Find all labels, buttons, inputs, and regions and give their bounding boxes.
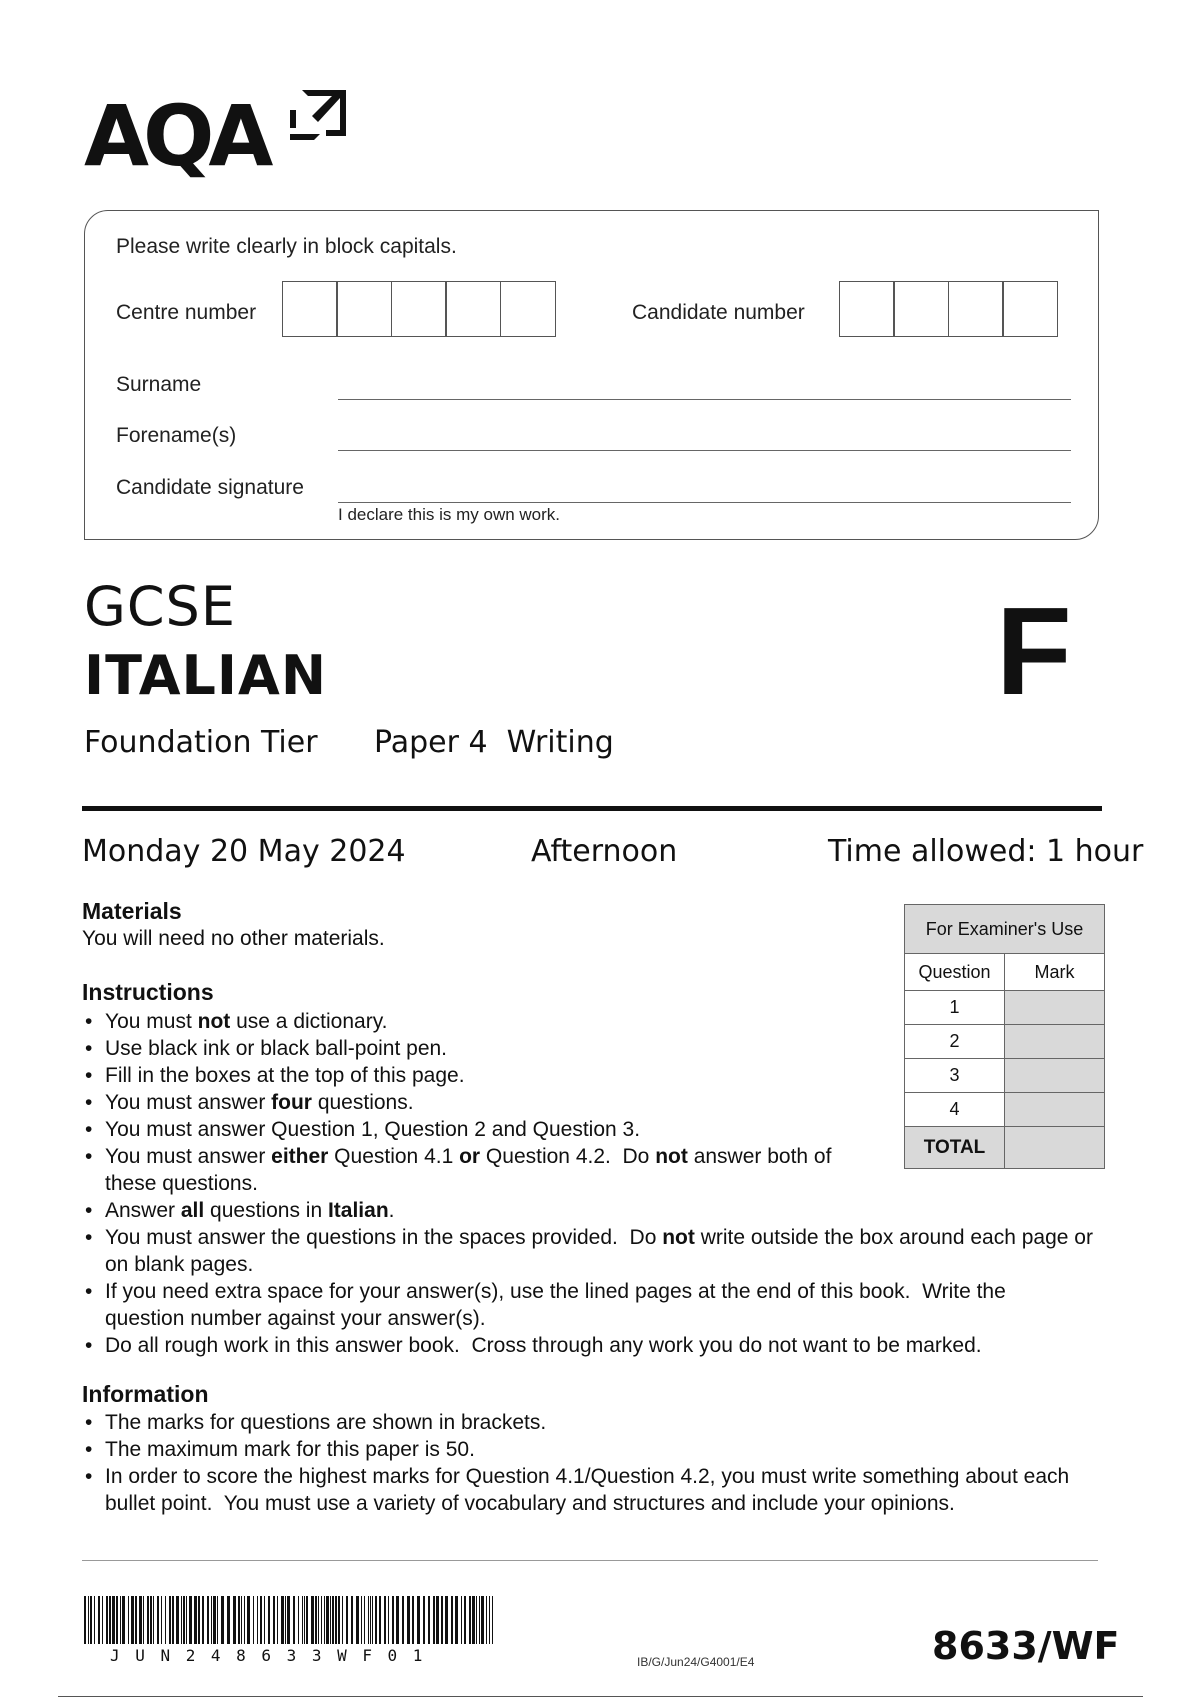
logo-mark-icon [286,88,348,146]
mark-cell [1005,991,1105,1025]
aqa-logo [84,88,354,188]
mark-column-header: Mark [1005,954,1105,991]
centre-number-digit[interactable] [391,281,447,337]
table-row [905,1093,1105,1127]
exam-date: Monday 20 May 2024 [82,834,406,869]
signature-line[interactable] [338,502,1071,503]
candidate-number-digit[interactable] [948,281,1004,337]
table-row [905,1127,1105,1169]
page-bottom-rule [58,1696,1143,1697]
list-item: • Answer all questions in Italian. [82,1197,1072,1224]
question-number: 2 [905,1025,1005,1059]
reference-code: IB/G/Jun24/G4001/E4 [637,1655,755,1669]
subject-title: ITALIAN [84,644,328,707]
materials-text: You will need no other materials. [82,927,385,950]
question-column-header: Question [905,954,1005,991]
mark-cell [1005,1059,1105,1093]
centre-number-digit[interactable] [500,281,556,337]
title-divider [82,806,1102,811]
question-number: 3 [905,1059,1005,1093]
forename-label: Forename(s) [116,424,237,447]
block-capitals-instruction: Please write clearly in block capitals. [116,235,457,258]
barcode-text: JUN248633WF01 [110,1646,439,1665]
total-mark-cell [1005,1127,1105,1169]
footer-divider [82,1560,1098,1561]
candidate-details-box [84,210,1099,540]
signature-label: Candidate signature [116,476,304,499]
centre-number-digit[interactable] [336,281,392,337]
time-allowed: Time allowed: 1 hour [828,834,1144,869]
candidate-number-digit[interactable] [893,281,949,337]
question-number: 1 [905,991,1005,1025]
table-row [905,1025,1105,1059]
table-row [905,991,1105,1025]
list-item: • You must answer the questions in the spaces provided. Do not write outside the box around each page or on blank pages. [82,1224,1095,1278]
materials-heading: Materials [82,898,182,924]
mark-cell [1005,1025,1105,1059]
candidate-number-digit[interactable] [839,281,895,337]
question-number: 4 [905,1093,1005,1127]
information-list [82,1409,1076,1517]
candidate-number-label: Candidate number [632,301,805,324]
total-label: TOTAL [905,1127,1005,1169]
list-item: • You must not use a dictionary. [82,1008,1072,1035]
list-item: • You must answer either Question 4.1 or Question 4.2. Do not answer both of these questions. [82,1143,865,1197]
list-item: • The marks for questions are shown in brackets. [82,1409,1072,1436]
list-item: • Do all rough work in this answer book. Cross through any work you do not want to be marked. [82,1332,1072,1359]
list-item: • You must answer Question 1, Question 2 and Question 3. [82,1116,1072,1143]
information-heading: Information [82,1381,209,1407]
forename-line[interactable] [338,450,1071,451]
tier-name: Foundation Tier [84,725,318,760]
tier-letter: F [996,583,1072,721]
centre-number-digit[interactable] [445,281,501,337]
list-item: • Use black ink or black ball-point pen. [82,1035,1072,1062]
examiner-use-table [904,904,1105,1169]
candidate-number-boxes[interactable] [840,281,1058,337]
instructions-heading: Instructions [82,979,214,1005]
centre-number-boxes[interactable] [283,281,556,337]
logo-text: AQA [84,87,268,185]
mark-cell [1005,1093,1105,1127]
table-row [905,1059,1105,1093]
centre-number-label: Centre number [116,301,257,324]
list-item: • If you need extra space for your answer(s), use the lined pages at the end of this book. Write the question number against your answer(s). [82,1278,1072,1332]
centre-number-digit[interactable] [282,281,338,337]
list-item: • The maximum mark for this paper is 50. [82,1436,1072,1463]
examiner-table-title: For Examiner's Use [905,905,1105,954]
surname-label: Surname [116,373,202,396]
list-item: • In order to score the highest marks for Question 4.1/Question 4.2, you must write something about each bullet point. You must use a variety of vocabulary and structures and include your opinions. [82,1463,1072,1517]
list-item: • Fill in the boxes at the top of this page. [82,1062,1072,1089]
qualification-level: GCSE [84,575,236,638]
exam-session: Afternoon [531,834,678,869]
candidate-number-digit[interactable] [1002,281,1058,337]
paper-code: 8633/WF [932,1624,1120,1668]
declaration-text: I declare this is my own work. [338,505,561,524]
paper-name: Paper 4 Writing [374,725,614,760]
surname-line[interactable] [338,399,1071,400]
barcode-icon [84,1596,498,1644]
list-item: • You must answer four questions. [82,1089,1072,1116]
